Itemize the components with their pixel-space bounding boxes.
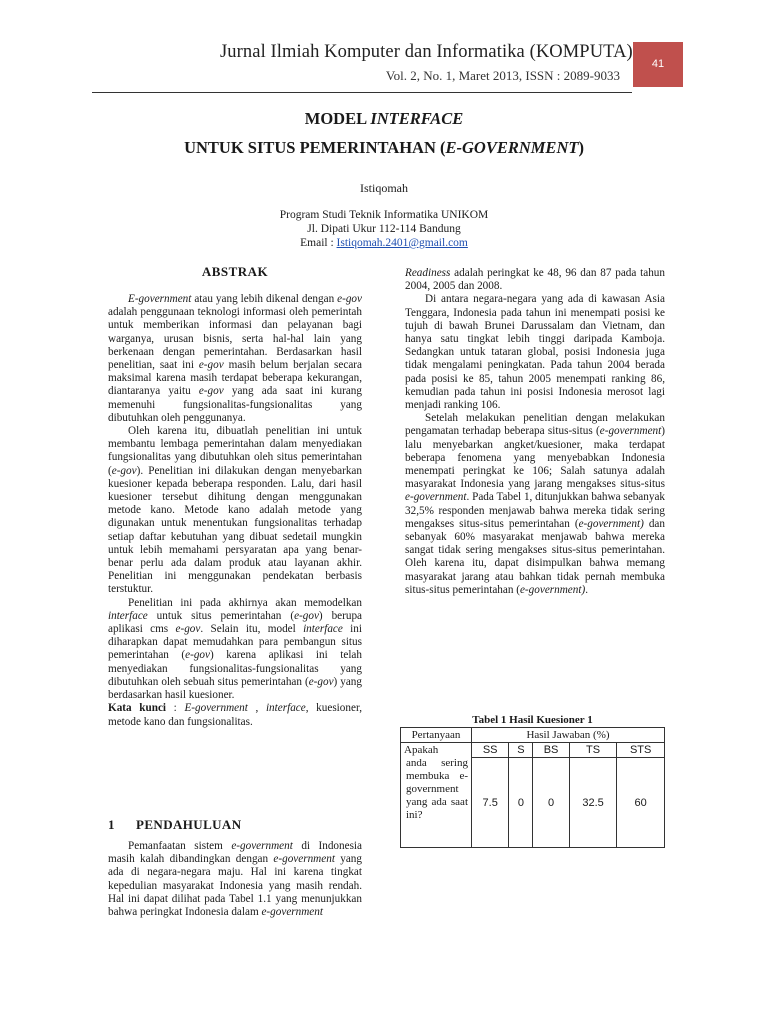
title-close-paren: ) [578, 138, 584, 157]
affiliation-email-line [0, 236, 768, 250]
section-heading [108, 817, 242, 833]
paper-title-line1 [0, 109, 768, 129]
header-answers: Hasil Jawaban (%) [472, 728, 665, 743]
keywords-label: Kata kunci [108, 702, 167, 715]
title-situs: UNTUK SITUS PEMERINTAHAN ( [184, 138, 446, 157]
header-rule [92, 92, 632, 93]
title-interface: INTERFACE [370, 109, 464, 128]
subheader-bs: BS [533, 743, 569, 758]
value-ts: 32.5 [569, 758, 617, 848]
email-label: Email : [300, 237, 337, 249]
affiliation [0, 208, 768, 250]
keywords-text: : E-government , interface, kuesioner, metode kano dan fungsionalitas. [108, 702, 363, 728]
right-paragraph-1: Di antara negara-negara yang ada di kawasan Asia Tenggara, Indonesia pada tahun ini menempati posisi ke tujuh di bawah Brunei Darussalam dan Vietnam, dan hanya satu tingkat lebih tinggi daripada Kamboja. Sedangkan untuk tataran global, posisi Indonesia juga tidak mengalami peningkatan. Pada tahun 2004 berada pada posisi ke 85, tahun 2005 menempati ranking 86, kemudian pada tahun ini posisi Indonesia merosot lagi menjadi ranking 106. [405, 293, 665, 412]
section-title: PENDAHULUAN [136, 817, 242, 832]
intro-paragraph-1: Pemanfaatan sistem e-government di Indonesia masih kalah dibandingkan dengan e-government yang ada di negara-negara maju. Hal ini karena tingkat kepedulian masyarakat Indonesia yang masih rendah. Hal ini dapat dilihat pada Tabel 1.1 yang menunjukkan bahwa peringkat Indonesia dalam e-government [108, 840, 362, 919]
right-paragraph-2: Setelah melakukan penelitian dengan melakukan pengamatan terhadap beberapa situs-situs (e-government) lalu menyebarkan angket/kuesioner, maka terdapat beberapa fenomena yang menyebabkan Indonesia menempati peringkat ke 106; Salah satunya adalah masyarakat Indonesia yang jarang mengakses situs-situs e-government. Pada Tabel 1, ditunjukkan bahwa sebanyak 32,5% responden menjawab bahwa mereka tidak sering mengakses situs-situs pemerintahan (e-government) dan sebanyak 60% masyarakat menjawab bahwa mereka sangat tidak sering mengakses situs-situs pemerintahan. Oleh karena itu, dapat disimpulkan bahwa memang masyarakat jarang atau bahkan tidak pernah membuka situs-situs pemerintahan (e-government). [405, 412, 665, 596]
journal-name: Jurnal Ilmiah Komputer dan Informatika (KOMPUTA) [220, 42, 633, 62]
header-question: Pertanyaan [401, 728, 472, 743]
affiliation-address: Jl. Dipati Ukur 112-114 Bandung [307, 223, 461, 235]
table-row [401, 743, 665, 758]
abstract-body [108, 293, 362, 729]
abstract-paragraph-2: Oleh karena itu, dibuatlah penelitian ini untuk membantu lembaga pemerintahan dalam menyediakan fungsionalitas yang dibutuhkan oleh situs pemerintahan (e-gov). Penelitian ini dilakukan dengan menyebarkan kuesioner kepada beberapa responden. Lalu, dari hasil kuesioner tersebut dihitung dengan menggunakan metode kano. Metode kano adalah metode yang digunakan untuk menentukan fungsionalitas terhadap setiap daftar kebutuhan yang dibuat sedetail mungkin untuk lebih memahami persyaratan apa yang benar-benar perlu ada dalam produk atau layanan akhir. Penelitian ini menggunakan pendekatan berbasis terstuktur. [108, 425, 362, 596]
question-cell [401, 743, 472, 848]
section-body [108, 840, 362, 919]
value-s: 0 [509, 758, 533, 848]
subheader-s: S [509, 743, 533, 758]
page-number: 41 [651, 58, 665, 70]
subheader-ts: TS [569, 743, 617, 758]
question-body: anda sering membuka e-government yang ada saat ini? [406, 757, 468, 821]
title-model: MODEL [304, 109, 371, 128]
questionnaire-table [400, 727, 665, 848]
value-bs: 0 [533, 758, 569, 848]
value-sts: 60 [617, 758, 665, 848]
abstract-paragraph-1: E-government atau yang lebih dikenal dengan e-gov adalah penggunaan teknologi informasi oleh pemerintah untuk memberikan informasi dan pelayanan bagi warganya, urusan bisnis, serta hal-hal lain yang berkenaan dengan pemerintahan. Berdasarkan hasil penelitian, saat ini e-gov masih belum berjalan secara maksimal karena masih terdapat beberapa kekurangan, diantaranya yaitu e-gov yang ada saat ini kurang memenuhi fungsionalitas-fungsionalitas yang dibutuhkan oleh penggunanya. [108, 293, 362, 424]
section-number: 1 [108, 817, 115, 832]
abstract-paragraph-3: Penelitian ini pada akhirnya akan memodelkan interface untuk situs pemerintahan (e-gov) berupa aplikasi cms e-gov. Selain itu, model interface ini diharapkan dapat memudahkan para pembangun situs pemerintahan (e-gov) karena aplikasi ini telah menyediakan fungsionalitas-fungsionalitas yang dibutuhkan oleh sebuah situs pemerintahan (e-gov) yang berdasarkan hasil kuesioner. [108, 596, 363, 702]
title-egov: E-GOVERNMENT [445, 138, 579, 157]
abstract-heading: ABSTRAK [201, 264, 269, 279]
right-paragraph-0: Readiness adalah peringkat ke 48, 96 dan 87 pada tahun 2004, 2005 dan 2008. [405, 267, 665, 293]
journal-volume: Vol. 2, No. 1, Maret 2013, ISSN : 2089-9033 [385, 68, 620, 83]
author-name: Istiqomah [360, 181, 408, 195]
keywords [108, 702, 362, 728]
question-head: Apakah [404, 744, 439, 756]
affiliation-program: Program Studi Teknik Informatika UNIKOM [279, 209, 489, 221]
page-number-badge [633, 42, 683, 87]
paper-title-line2 [0, 138, 768, 158]
right-column-body [405, 267, 665, 597]
email-link[interactable]: Istiqomah.2401@gmail.com [336, 237, 468, 249]
subheader-sts: STS [617, 743, 665, 758]
table-header-row [401, 728, 665, 743]
table-caption: Tabel 1 Hasil Kuesioner 1 [472, 714, 593, 726]
subheader-ss: SS [472, 743, 509, 758]
value-ss: 7.5 [472, 758, 509, 848]
